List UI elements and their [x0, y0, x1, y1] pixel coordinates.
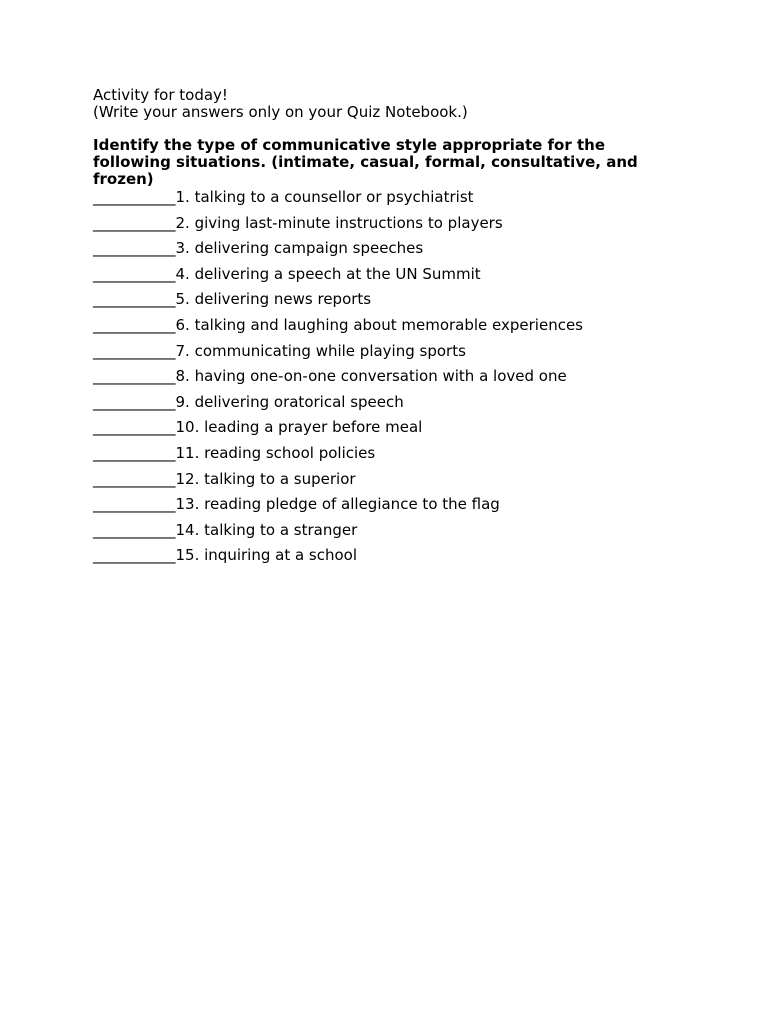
list-item [93, 316, 583, 342]
list-item [93, 367, 583, 393]
answer-blank: ___________ [93, 546, 176, 565]
list-item [93, 188, 583, 214]
question-text: 4. delivering a speech at the UN Summit [175, 264, 481, 283]
answer-blank: ___________ [93, 264, 176, 283]
answer-blank: ___________ [93, 213, 176, 232]
question-text: 3. delivering campaign speeches [175, 239, 424, 258]
list-item [93, 418, 583, 444]
answer-blank: ___________ [93, 367, 176, 386]
answer-blank: ___________ [93, 418, 176, 437]
list-item [93, 495, 583, 521]
list-item [93, 393, 583, 419]
question-list [93, 188, 583, 572]
list-item [93, 239, 583, 265]
intro-note: (Write your answers only on your Quiz Notebook.) [93, 103, 468, 121]
list-item [93, 265, 583, 291]
intro-title: Activity for today! [93, 86, 228, 104]
question-text: 7. communicating while playing sports [175, 341, 466, 360]
list-item [93, 214, 583, 240]
list-item [93, 470, 583, 496]
answer-blank: ___________ [93, 290, 176, 309]
answer-blank: ___________ [93, 315, 176, 334]
question-text: 1. talking to a counsellor or psychiatrist [175, 188, 474, 206]
instructions: Identify the type of communicative style appropriate for the following situations. (intimate, casual, formal, consultative, and frozen) [93, 136, 638, 188]
answer-blank: ___________ [93, 239, 176, 258]
question-text: 14. talking to a stranger [175, 520, 358, 539]
answer-blank: ___________ [93, 495, 176, 514]
list-item [93, 521, 583, 547]
list-item [93, 342, 583, 368]
question-text: 5. delivering news reports [175, 290, 372, 309]
intro [93, 87, 468, 121]
question-text: 10. leading a prayer before meal [175, 418, 423, 437]
answer-blank: ___________ [93, 443, 176, 462]
list-item [93, 290, 583, 316]
question-text: 2. giving last-minute instructions to players [175, 213, 503, 232]
question-text: 15. inquiring at a school [175, 546, 358, 565]
answer-blank: ___________ [93, 392, 176, 411]
question-text: 11. reading school policies [175, 443, 376, 462]
question-text: 13. reading pledge of allegiance to the flag [175, 495, 500, 514]
question-text: 6. talking and laughing about memorable experiences [175, 315, 583, 334]
list-item [93, 546, 583, 572]
question-text: 12. talking to a superior [175, 469, 356, 488]
list-item [93, 444, 583, 470]
answer-blank: ___________ [93, 188, 176, 206]
answer-blank: ___________ [93, 341, 176, 360]
answer-blank: ___________ [93, 469, 176, 488]
question-text: 9. delivering oratorical speech [175, 392, 404, 411]
question-text: 8. having one-on-one conversation with a loved one [175, 367, 567, 386]
answer-blank: ___________ [93, 520, 176, 539]
